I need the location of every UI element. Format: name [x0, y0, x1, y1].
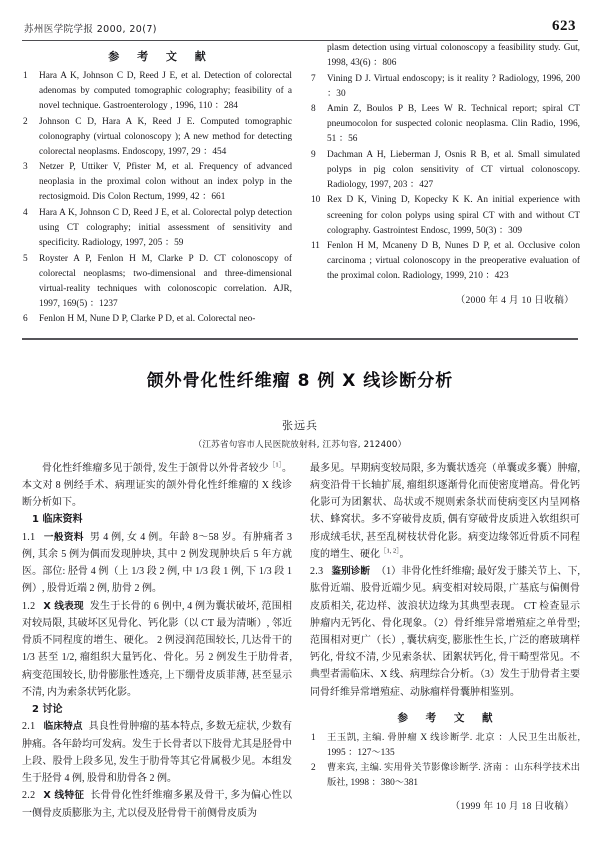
subsection-number: 2.1 — [22, 721, 36, 733]
subsection-text: 具良性骨肿瘤的基本特点, 多数无症状, 少数有肿痛。各年龄均可发病。发生于长骨者以下肢骨尤其是胫骨中上段、股骨上段多见, 发生于肋骨等其它骨属极少见。本组发生于胫骨 4 例, 股骨和肋骨各 2 例。 — [22, 721, 292, 785]
reference-number: 2 — [311, 763, 316, 774]
reference-number: 6 — [23, 314, 28, 325]
reference-item — [22, 69, 292, 114]
subsection-label: X 线表现 — [43, 600, 84, 612]
reference-item — [310, 193, 580, 238]
subsection-text: 长骨骨化性纤维瘤多累及骨干, 多为偏心性以一侧骨皮质膨胀为主, 尤以侵及胫骨骨干前侧骨皮质为 — [22, 790, 292, 819]
section-heading-clinical-data: 1 临床资料 — [32, 514, 83, 526]
article-1-columns — [22, 41, 578, 328]
reference-number: 3 — [23, 162, 28, 173]
reference-item — [22, 252, 292, 312]
subsection-2-1 — [22, 718, 292, 787]
intro-text-1: 骨化性纤维瘤多见于颌骨, 发生于颌骨以外骨者较少 — [42, 462, 269, 474]
reference-item — [22, 206, 292, 251]
article-2-columns — [22, 450, 581, 822]
subsection-label: X 线特征 — [43, 790, 85, 802]
reference-text: Fenlon H M, Nune D P, Clarke P D, et al. Colorectal neo- — [39, 314, 256, 325]
reference-text: Amin Z, Boulos P B, Lees W R. Technical report; spiral CT pneumocolon for suspected colonic neoplasma. Clin Radio, 1996, 51 ：56 — [327, 104, 580, 145]
received-date: （1999 年 10 月 18 日收稿） — [450, 801, 574, 813]
article-author: 张远兵 — [282, 418, 318, 432]
section-heading-discussion: 2 讨论 — [32, 704, 63, 716]
subsection-text: 男 4 例, 女 4 例。年龄 8～58 岁。有肿痛者 3 例, 其余 5 例为偶而发现肿块, 其中 2 例发现肿块后 5 年方就医。部位: 胫骨 4 例（上 1/3 段 2 例, 中 1/3 段 1 例, 下 1/3 段 1 例）, 股骨近端 2 例, 肋骨 2 例。 — [22, 531, 293, 595]
reference-item — [310, 761, 580, 791]
reference-text: Fenlon H M, Mcaneny D B, Nunes D P, et al. Occlusive colon carcinoma ; virtual colonoscopy in the preoperative evaluation of the proximal colon. Radiology, 1999, 210 ：423 — [327, 241, 580, 282]
article-1-references-section — [22, 41, 578, 328]
subsection-2-3 — [310, 563, 580, 701]
reference-text: Hara A K, Johnson C D, Reed J E, et al. Colorectal polyp detection using CT colography; initial assessment of sensitivity and specificity. Radiology, 1997, 205 ：59 — [39, 207, 292, 249]
subsection-text: 发生于长骨的 6 例中, 4 例为囊状破坏, 范围相对较局限, 其破坏区见骨化、钙化影（以 CT 最为清晰）, 邻近骨质不同程度的增生、硬化。 2 例浸润范围较长, 几达骨干的 1/3 甚至 1/2, 瘤组织大量钙化、骨化。另 2 例发生于肋骨者, 病变范围较长, 肋骨膨胀性透亮, 上下绷骨皮质菲薄, 甚至显示不清, 内为索条状钙化影。 — [22, 600, 293, 698]
running-head — [22, 18, 578, 37]
reference-text: 王玉凯, 主编. 骨肿瘤 X 线诊断学. 北京 ：人民卫生出版社, 1995 ：127～135 — [327, 732, 580, 758]
reference-item — [22, 160, 292, 205]
continued-paragraph — [310, 460, 580, 563]
reference-text: Vining D J. Virtual endoscopy; is it reality ? Radiology, 1996, 200 ：30 — [327, 73, 580, 99]
reference-number: 8 — [311, 104, 316, 115]
reference-number: 10 — [311, 195, 321, 206]
references-list-left — [22, 69, 292, 327]
article-2 — [22, 366, 581, 822]
article-affiliation: （江苏省句容市人民医院放射科, 江苏句容, 212400） — [193, 439, 407, 450]
reference-item — [310, 148, 580, 193]
article-1-left-column — [22, 41, 292, 328]
reference-item-continuation — [310, 41, 580, 71]
journal-citation: 苏州医学院学报 2000, 20(7) — [24, 24, 157, 35]
reference-number: 9 — [311, 149, 316, 160]
reference-number: 1 — [23, 71, 28, 81]
continued-text: 最多见。早期病变较局限, 多为囊状透亮（单囊或多囊）肿瘤, 病变沿骨干长轴扩展, 瘤组织逐渐骨化而使密度增高。骨化钙化影可为团絮状、岛状或不规则索条状而使病变区内呈网格状、蜂窝状。多不穿破骨皮质, 偶有穿破骨皮质进入软组织可形成绒毛状, 甚至乱树枝状骨化影。病变边缘邻近骨质不同程度的增生、硬化 — [310, 462, 580, 560]
continued-text-end: 。 — [399, 548, 410, 560]
article-2-references-heading: 参 考 文 献 — [397, 711, 500, 724]
reference-number: 4 — [23, 207, 28, 218]
subsection-label: 鉴别诊断 — [331, 565, 371, 577]
page-number: 623 — [552, 18, 576, 34]
subsection-1-1 — [22, 529, 292, 598]
subsection-2-2 — [22, 787, 292, 822]
subsection-number: 1.1 — [22, 531, 36, 543]
subsection-text: （1）非骨化性纤维瘤; 最好发于膝关节上、下, 肱骨近端、股骨近端少见。病变相对较局限, 广基底与偏侧骨皮质相关, 花边样、波浪状边缘为其典型表现。 CT 检查显示肿瘤内无钙化、骨化现象。（2）骨纤维异常增殖症之单骨型; 范围相对更广（长）, 囊状病变, 膨胀性生长, 广泛的磨玻璃样钙化, 骨纹不清, 少见索条状、团絮状钙化, 骨干畸型常见。不典型者需临床、X 线、病理综合分析。（3）发生于肋骨者主要同骨纤维异常增殖症、动脉瘤样骨囊肿相鉴别。 — [310, 565, 581, 698]
reference-text: Dachman A H, Lieberman J, Osnis R B, et al. Small simulated polyps in pig colon sensitivity of CT virtual colonoscopy. Radiology, 1997, 203 ：427 — [327, 149, 580, 190]
reference-text: Royster A P, Fenlon H M, Clarke P D. CT colonoscopy of colorectal neoplasms; two-dimensional and three-dimensional virtual-reality techniques with colonoscopic correlation. AJR, 1997, 169(5) ：1237 — [39, 253, 292, 309]
article-1-right-column — [310, 41, 580, 328]
intro-paragraph — [22, 460, 292, 512]
reference-number: 2 — [23, 116, 28, 127]
received-date: （2000 年 4 月 10 日收稿） — [455, 295, 574, 307]
article-2-left-column — [22, 460, 292, 822]
references-list-right — [310, 41, 580, 284]
subsection-label: 一般资料 — [43, 531, 84, 543]
subsection-number: 2.3 — [310, 565, 324, 577]
citation-marker: ［1］ — [268, 461, 283, 469]
reference-item — [310, 72, 580, 102]
reference-number: 7 — [311, 73, 316, 84]
article-separator-rule — [22, 338, 578, 340]
citation-marker: ［1, 2］ — [380, 547, 400, 555]
references-heading: 参 考 文 献 — [108, 50, 213, 63]
subsection-label: 临床特点 — [43, 721, 83, 733]
reference-item — [310, 102, 580, 147]
reference-text: Netzer P, Uttiker V, Pfister M, et al. Frequency of advanced neoplasia in the proximal colon without an index polyp in the rectosigmoid. Dis Colon Rectum, 1999, 42 ：661 — [39, 162, 292, 203]
reference-text: Hara A K, Johnson C D, Reed J E, et al. Detection of colorectal adenomas by computed tomographic colography; feasibility of a novel technique. Gastroenterology , 1996, 110 ：284 — [39, 71, 292, 112]
subsection-number: 2.2 — [22, 790, 36, 802]
reference-text: Rex D K, Vining D, Kopecky K K. An initial experience with screening for colon polyps using spiral CT with and without CT colography. Gastrointest Endosc, 1999, 50(3) ：309 — [327, 195, 580, 236]
subsection-number: 1.2 — [22, 600, 36, 612]
subsection-1-2 — [22, 598, 292, 701]
reference-number: 5 — [23, 253, 28, 264]
reference-item — [310, 731, 580, 761]
reference-text: plasm detection using virtual colonoscopy a feasibility study. Gut, 1998, 43(6) ：806 — [327, 43, 580, 69]
reference-item — [310, 239, 580, 284]
intro-text-2: 。本文对 8 例经手术、病理证实的颌外骨化性纤维瘤的 X 线诊断分析如下。 — [22, 462, 293, 509]
reference-item — [22, 312, 292, 327]
article-2-right-column — [310, 460, 580, 822]
reference-text: 曹来宾, 主编. 实用骨关节影像诊断学. 济南 ：山东科学技术出版社, 1998 ：380～381 — [327, 763, 580, 789]
reference-item — [22, 115, 292, 160]
reference-number: 1 — [311, 732, 316, 743]
article-2-references-list — [310, 731, 580, 792]
article-title: 颌外骨化性纤维瘤 8 例 X 线诊断分析 — [146, 370, 454, 391]
reference-number: 11 — [311, 241, 320, 252]
reference-text: Johnson C D, Hara A K, Reed J E. Computed tomographic colonography (virtual colonoscopy ); A new method for detecting colorectal neoplasms. Endoscopy, 1997, 29 ：454 — [39, 116, 292, 157]
